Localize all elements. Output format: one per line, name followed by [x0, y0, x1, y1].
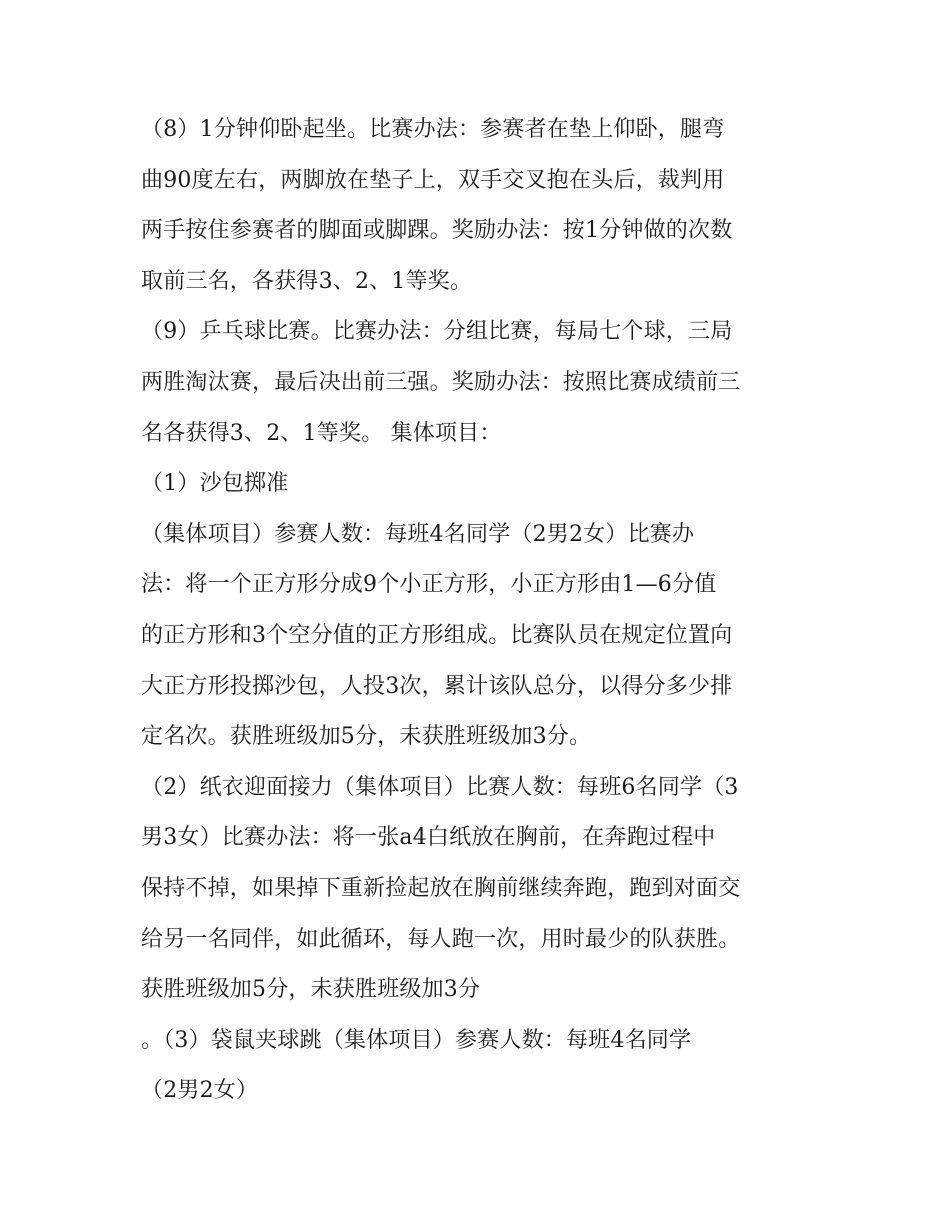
text-line: 获胜班级加5分，未获胜班级加3分: [141, 977, 481, 1002]
text-line: （8）1分钟仰卧起坐。比赛办法：参赛者在垫上仰卧，腿弯: [141, 117, 725, 142]
text-line: 取前三名，各获得3、2、1等奖。: [141, 269, 473, 294]
text-line: （1）沙包掷准: [141, 471, 289, 496]
text-line: 法：将一个正方形分成9个小正方形，小正方形由1—6分值: [141, 572, 717, 597]
text-line: 的正方形和3个空分值的正方形组成。比赛队员在规定位置向: [141, 623, 733, 648]
text-line: 曲90度左右，两脚放在垫子上，双手交叉抱在头后，裁判用: [141, 168, 725, 193]
text-line: （2男2女）: [141, 1078, 259, 1103]
text-line: （集体项目）参赛人数：每班4名同学（2男2女）比赛办: [141, 522, 695, 547]
text-line: 定名次。获胜班级加5分，未获胜班级加3分。: [141, 724, 592, 749]
text-line: 男3女）比赛办法：将一张a4白纸放在胸前，在奔跑过程中: [141, 825, 716, 850]
text-line: 。（3）袋鼠夹球跳（集体项目）参赛人数：每班4名同学: [141, 1028, 692, 1053]
text-line: 保持不掉，如果掉下重新捡起放在胸前继续奔跑，跑到对面交: [141, 876, 741, 901]
text-line: （9）乒乓球比赛。比赛办法：分组比赛，每局七个球，三局: [141, 319, 733, 344]
text-line: 两手按住参赛者的脚面或脚踝。奖励办法：按1分钟做的次数: [141, 218, 733, 243]
text-line: 名各获得3、2、1等奖。 集体项目：: [141, 421, 502, 446]
text-line: （2）纸衣迎面接力（集体项目）比赛人数：每班6名同学（3: [141, 775, 739, 800]
text-line: 大正方形投掷沙包，人投3次，累计该队总分，以得分多少排: [141, 674, 733, 699]
text-line: 给另一名同伴，如此循环，每人跑一次，用时最少的队获胜。: [141, 927, 741, 952]
text-line: 两胜淘汰赛，最后决出前三强。奖励办法：按照比赛成绩前三: [141, 370, 741, 395]
